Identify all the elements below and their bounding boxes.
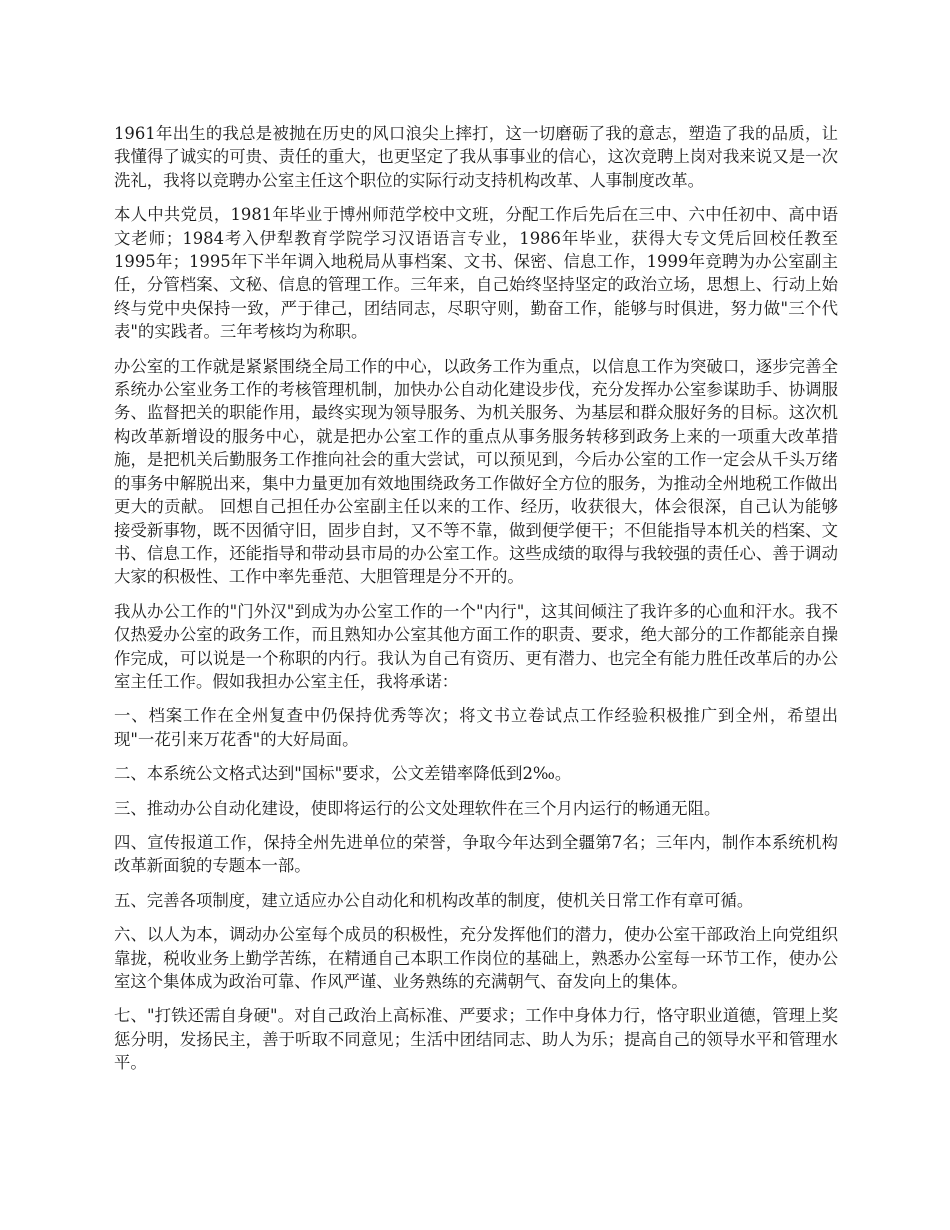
paragraph-item-7: 七、"打铁还需自身硬"。对自己政治上高标准、严要求；工作中身体力行，恪守职业道德，管理上奖惩分明，发扬民主，善于听取不同意见；生活中团结同志、助人为乐；提高自己的领导水平和管理水平。 (114, 1006, 838, 1073)
paragraph-item-1: 一、档案工作在全州复查中仍保持优秀等次；将文书立卷试点工作经验积极推广到全州，希望出现"一花引来万花香"的大好局面。 (114, 706, 838, 749)
paragraph-background: 本人中共党员，1981年毕业于博州师范学校中文班，分配工作后先后在三中、六中任初中、高中语文老师；1984考入伊犁教育学院学习汉语语言专业，1986年毕业，获得大专文凭后回校任教至1995年；1995年下半年调入地税局从事档案、文书、保密、信息工作，1999年竞聘为办公室副主任，分管档案、文秘、信息的管理工作。三年来，自己始终坚持坚定的政治立场，思想上、行动上始终与党中央保持一致，严于律己，团结同志，尽职守则，勤奋工作，能够与时俱进，努力做"三个代表"的实践者。三年考核均为称职。 (114, 205, 838, 342)
paragraph-office-work: 办公室的工作就是紧紧围绕全局工作的中心，以政务工作为重点，以信息工作为突破口，逐步完善全系统办公室业务工作的考核管理机制，加快办公自动化建设步伐，充分发挥办公室参谋助手、协调服务、监督把关的职能作用，最终实现为领导服务、为机关服务、为基层和群众服好务的目标。这次机构改革新增设的服务中心，就是把办公室工作的重点从事务服务转移到政务上来的一项重大改革措施，是把机关后勤服务工作推向社会的重大尝试，可以预见到，今后办公室的工作一定会从千头万绪的事务中解脱出来，集中力量更加有效地围绕政务工作做好全方位的服务，为推动全州地税工作做出更大的贡献。 回想自己担任办公室副主任以来的工作、经历，收获很大，体会很深，自己认为能够接受新事物，既不因循守旧，固步自封，又不等不靠，做到便学便干；不但能指导本机关的档案、文书、信息工作，还能指导和带动县市局的办公室工作。这些成绩的取得与我较强的责任心、善于调动大家的积极性、工作中率先垂范、大胆管理是分不开的。 (114, 356, 838, 587)
paragraph-commitment: 我从办公工作的"门外汉"到成为办公室工作的一个"内行"，这其间倾注了我许多的心血和汗水。我不仅热爱办公室的政务工作，而且熟知办公室其他方面工作的职责、要求，绝大部分的工作都能亲自操作完成，可以说是一个称职的内行。我认为自己有资历、更有潜力、也完全有能力胜任改革后的办公室主任工作。假如我担办公室主任，我将承诺： (114, 601, 838, 691)
paragraph-intro: 1961年出生的我总是被抛在历史的风口浪尖上摔打，这一切磨砺了我的意志，塑造了我的品质，让我懂得了诚实的可贵、责任的重大，也更坚定了我从事事业的信心，这次竞聘上岗对我来说又是一次洗礼，我将以竞聘办公室主任这个职位的实际行动支持机构改革、人事制度改革。 (114, 124, 838, 190)
document-body (114, 122, 838, 1086)
paragraph-item-5: 五、完善各项制度，建立适应办公自动化和机构改革的制度，使机关日常工作有章可循。 (114, 890, 754, 910)
paragraph-item-2: 二、本系统公文格式达到"国标"要求，公文差错率降低到2‰。 (114, 764, 572, 784)
paragraph-item-6: 六、以人为本，调动办公室每个成员的积极性，充分发挥他们的潜力，使办公室干部政治上向党组织靠拢，税收业务上勤学苦练，在精通自己本职工作岗位的基础上，熟悉办公室每一环节工作，使办公室这个集体成为政治可靠、作风严谨、业务熟练的充满朝气、奋发向上的集体。 (114, 925, 838, 991)
paragraph-item-3: 三、推动办公自动化建设，使即将运行的公文处理软件在三个月内运行的畅通无阻。 (114, 798, 721, 818)
paragraph-item-4: 四、宣传报道工作，保持全州先进单位的荣誉，争取今年达到全疆第7名；三年内，制作本系统机构改革新面貌的专题本一部。 (114, 832, 838, 876)
